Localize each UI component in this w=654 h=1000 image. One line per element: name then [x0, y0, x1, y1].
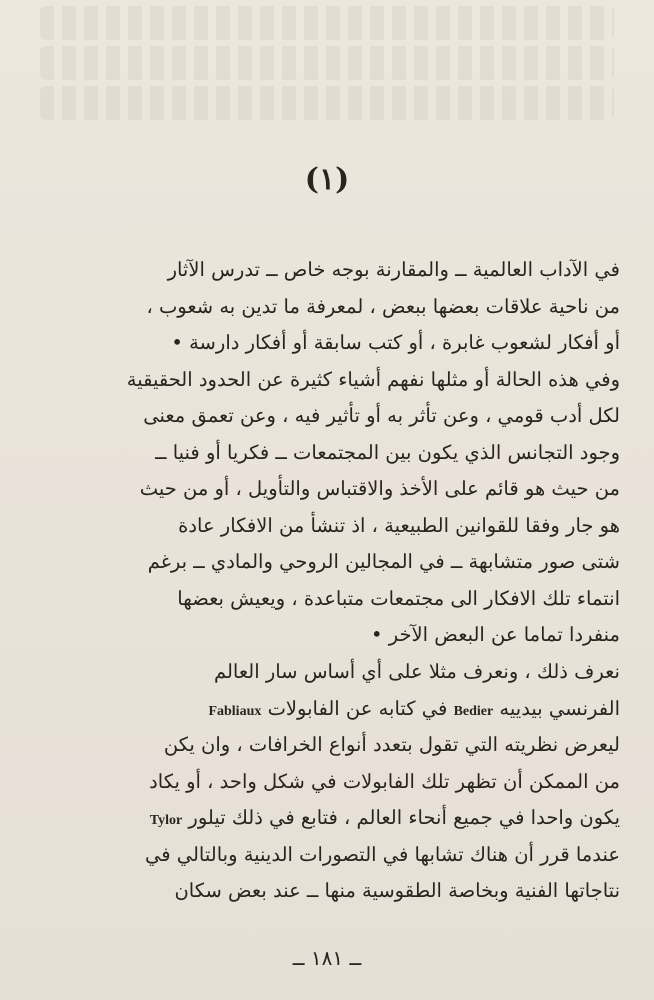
- text-line: ليعرض نظريته التي تقول بتعدد أنواع الخرافات ، وان يكن: [163, 733, 620, 756]
- text-line: نتاجاتها الفنية وبخاصة الطقوسية منها ــ عند بعض سكان: [174, 879, 620, 902]
- text-line: [36, 800, 620, 837]
- text-segment: الفرنسي بيدييه: [499, 696, 620, 720]
- section-number: (١): [304, 162, 350, 197]
- paragraph-1: [36, 252, 620, 654]
- bleed-through-text: [40, 0, 614, 150]
- text-line: عندما قرر أن هناك تشابها في التصورات الدينية وبالتالي في: [144, 842, 620, 866]
- paragraph-2: [36, 654, 620, 910]
- text-line: لكل أدب قومي ، وعن تأثر به أو تأثير فيه ، وعن تعمق معنى: [143, 404, 620, 427]
- text-line: [36, 691, 620, 728]
- text-line: أو أفكار لشعوب غابرة ، أو كتب سابقة أو أفكار دارسة •: [171, 331, 620, 354]
- text-line: في الآداب العالمية ــ والمقارنة بوجه خاص ــ تدرس الآثار: [167, 258, 620, 281]
- text-line: من ناحية علاقات بعضها ببعض ، لمعرفة ما تدين به شعوب ،: [146, 294, 620, 318]
- text-line: شتى صور متشابهة ــ في المجالين الروحي والمادي ــ برغم: [147, 550, 620, 573]
- text-line: من الممكن أن تظهر تلك الفابولات في شكل واحد ، أو يكاد: [149, 769, 620, 793]
- text-line: من حيث هو قائم على الأخذ والاقتباس والتأويل ، أو من حيث: [139, 477, 620, 500]
- text-line: منفردا تماما عن البعض الآخر •: [371, 623, 620, 646]
- text-line: هو جار وفقا للقوانين الطبيعية ، اذ تنشأ من الافكار عادة: [178, 513, 620, 537]
- text-line: انتماء تلك الافكار الى مجتمعات متباعدة ، ويعيش بعضها: [177, 586, 620, 610]
- text-line: وفي هذه الحالة أو مثلها نفهم أشياء كثيرة عن الحدود الحقيقية: [126, 367, 620, 391]
- latin-term-fabliaux: Fabliaux: [208, 703, 262, 719]
- text-segment: في كتابه عن الفابولات: [267, 696, 448, 720]
- text-line: نعرف ذلك ، ونعرف مثلا على أي أساس سار العالم: [214, 660, 620, 683]
- latin-name-bedier: Bedier: [453, 703, 494, 719]
- latin-name-tylor: Tylor: [149, 813, 183, 828]
- page-number: ــ ١٨١ ــ: [292, 946, 362, 970]
- text-segment: يكون واحدا في جميع أنحاء العالم ، فتابع في ذلك تيلور: [188, 806, 620, 829]
- text-line: وجود التجانس الذي يكون بين المجتمعات ــ فكريا أو فنيا ــ: [155, 440, 620, 464]
